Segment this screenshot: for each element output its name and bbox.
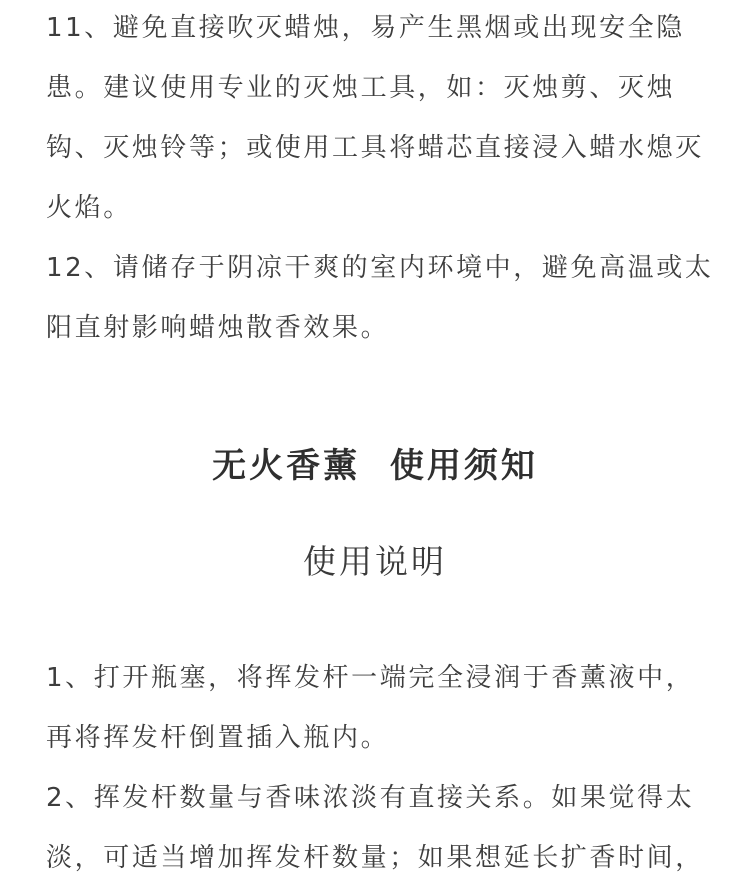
text-line: 患。建议使用专业的灭烛工具，如：灭烛剪、灭烛	[46, 73, 676, 103]
section-subtitle: 使用说明	[303, 542, 447, 581]
text-line: 淡，可适当增加挥发杆数量；如果想延长扩香时间，	[46, 843, 704, 873]
text-line: 2、挥发杆数量与香味浓淡有直接关系。如果觉得太	[46, 783, 695, 813]
section-title: 无火香薰 使用须知	[212, 446, 538, 486]
text-line: 火焰。	[46, 193, 132, 223]
text-line: 12、请储存于阴凉干爽的室内环境中，避免高温或太	[46, 253, 714, 283]
text-line: 钩、灭烛铃等；或使用工具将蜡芯直接浸入蜡水熄灭	[46, 133, 704, 163]
text-line: 1、打开瓶塞，将挥发杆一端完全浸润于香薰液中，	[46, 663, 695, 693]
text-line: 再将挥发杆倒置插入瓶内。	[46, 723, 390, 753]
text-line: 11、避免直接吹灭蜡烛，易产生黑烟或出现安全隐	[46, 13, 685, 43]
text-line: 阳直射影响蜡烛散香效果。	[46, 313, 390, 343]
